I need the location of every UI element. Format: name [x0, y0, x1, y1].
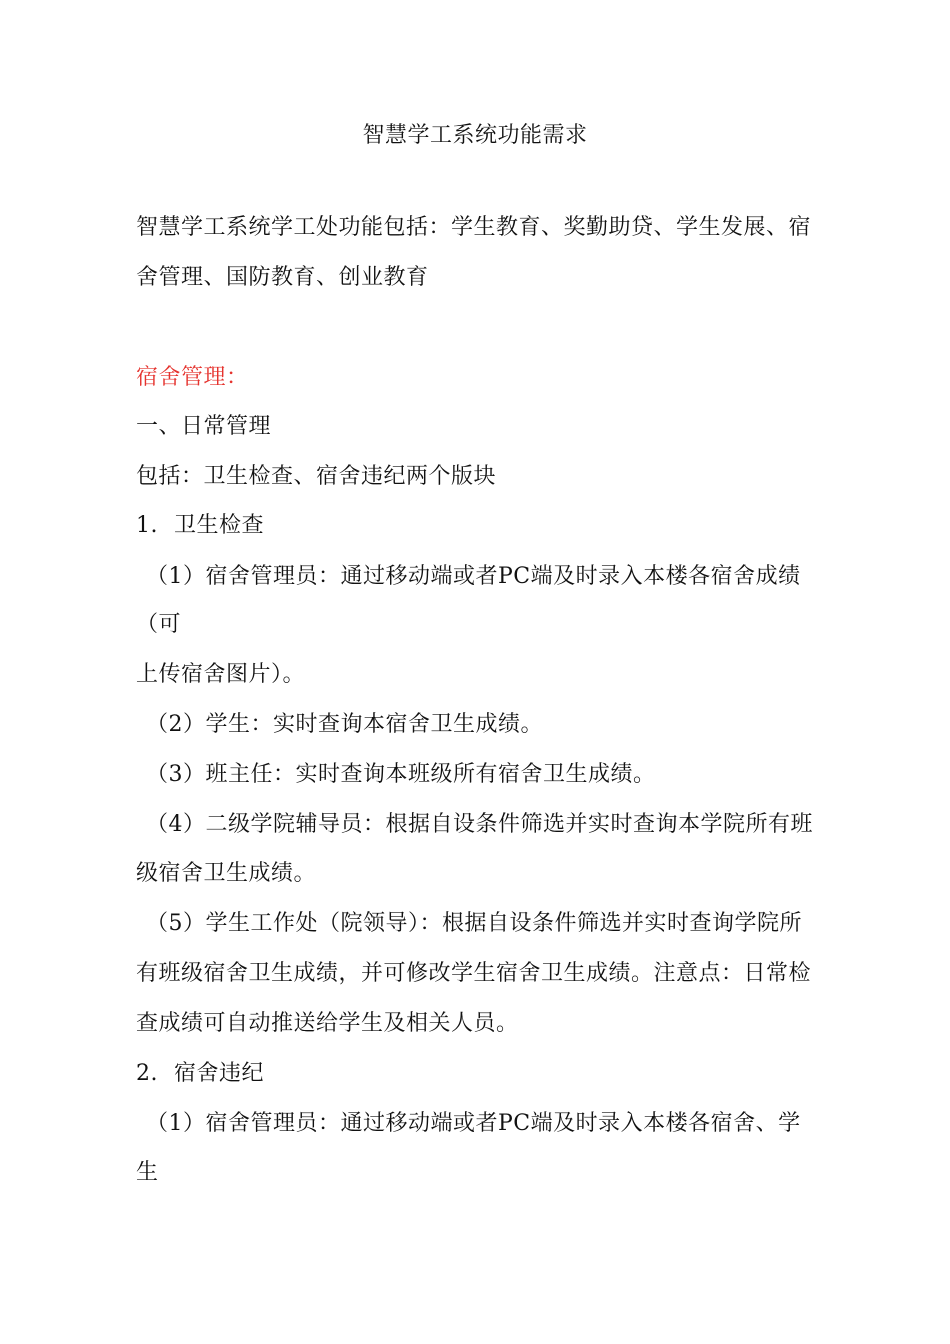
item-1-paragraph-5-line-3: 查成绩可自动推送给学生及相关人员。	[136, 1011, 519, 1036]
intro-text-line-2: 舍管理、国防教育、创业教育	[136, 265, 429, 290]
item-1-number: 1.	[136, 513, 158, 538]
intro-text-line-1: 智慧学工系统学工处功能包括：学生教育、奖勤助贷、学生发展、宿	[136, 215, 812, 240]
includes-text: 包括：卫生检查、宿舍违纪两个版块	[136, 464, 497, 489]
item-1-paragraph-5-line-1: （5）学生工作处（院领导）：根据自设条件筛选并实时查询学院所	[146, 911, 802, 936]
item-1-paragraph-3: （3）班主任：实时查询本班级所有宿舍卫生成绩。	[146, 762, 656, 787]
document-title: 智慧学工系统功能需求	[362, 123, 588, 148]
item-1-paragraph-4-line-2: 级宿舍卫生成绩。	[136, 861, 317, 886]
item-2-paragraph-1-line-1: （1）宿舍管理员：通过移动端或者PC端及时录入本楼各宿舍、学	[146, 1111, 801, 1136]
item-1-paragraph-1-line-3: 上传宿舍图片）。	[136, 662, 306, 687]
item-1-paragraph-2: （2）学生：实时查询本宿舍卫生成绩。	[146, 712, 543, 737]
item-1-paragraph-4-line-1: （4）二级学院辅导员：根据自设条件筛选并实时查询本学院所有班	[146, 812, 813, 837]
item-2-title: 宿舍违纪	[174, 1061, 265, 1086]
item-2-heading	[136, 1059, 264, 1089]
item-1-heading	[136, 511, 264, 541]
section-heading: 宿舍管理：	[136, 365, 249, 390]
item-1-paragraph-1-line-2: （可	[136, 612, 182, 637]
item-1-paragraph-5-line-2: 有班级宿舍卫生成绩，并可修改学生宿舍卫生成绩。注意点：日常检	[136, 961, 812, 986]
item-2-paragraph-1-line-2: 生	[136, 1160, 159, 1185]
item-1-title: 卫生检查	[174, 513, 265, 538]
subsection-title: 一、日常管理	[136, 414, 272, 439]
item-2-number: 2.	[136, 1061, 158, 1086]
item-1-paragraph-1-line-1: （1）宿舍管理员：通过移动端或者PC端及时录入本楼各宿舍成绩	[146, 564, 801, 589]
